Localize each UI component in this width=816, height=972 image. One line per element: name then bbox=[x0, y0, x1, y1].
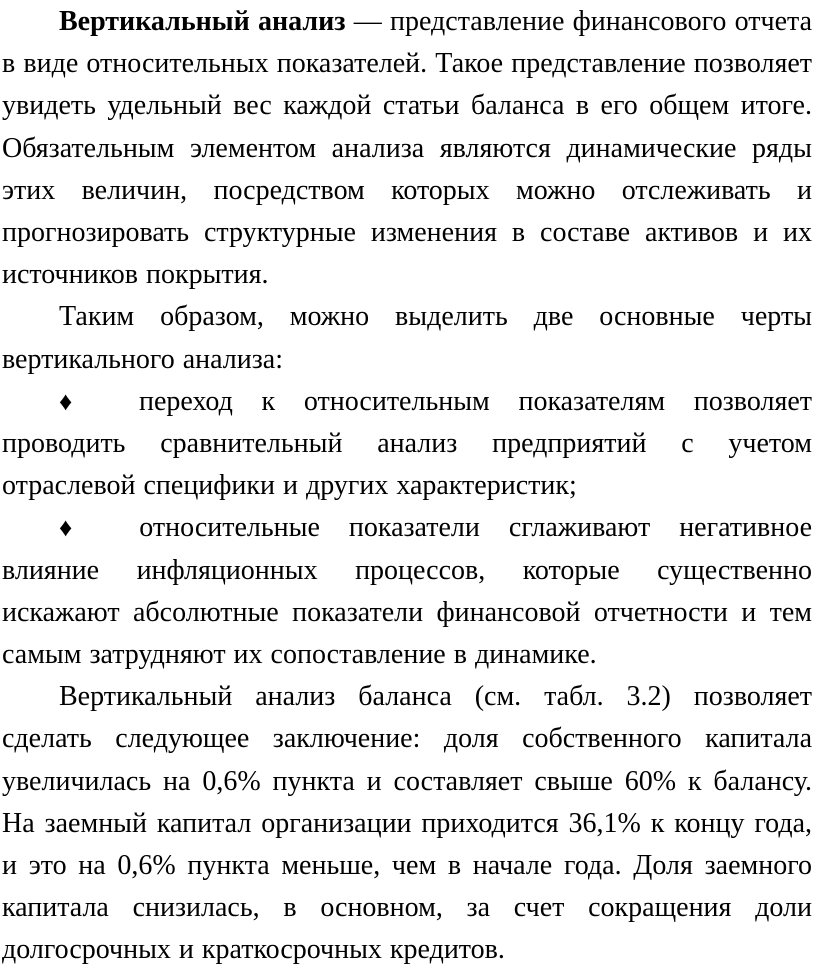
diamond-bullet-icon: ♦ bbox=[59, 386, 93, 416]
paragraph-text: переход к относительным показателям позволяет проводить сравнительный анализ предприятий с учетом отраслевой специфики и других характеристик; bbox=[2, 385, 812, 502]
diamond-bullet-icon: ♦ bbox=[59, 513, 94, 543]
paragraph-lead-bold: Вертикальный анализ bbox=[59, 6, 346, 37]
paragraph-intro bbox=[2, 1, 812, 296]
paragraph-bullet-2 bbox=[2, 507, 812, 676]
paragraph-text: Таким образом, можно выделить две основные черты вертикального анализа: bbox=[2, 301, 812, 375]
paragraph-text: — представление финансового отчета в виде относительных показателей. Такое представление позволяет увидеть удельный вес каждой статьи баланса в его общем итоге. Обязательным элементом анализа являются динамические ряды этих величин, посредством которых можно отслеживать и прогнозировать структурные изменения в составе активов и их источников покрытия. bbox=[2, 6, 812, 291]
paragraph-text: Вертикальный анализ баланса (см. табл. 3.2) позволяет сделать следующее заключение: доля собственного капитала увеличилась на 0,6% пункта и составляет свыше 60% к балансу. На заемный капитал организации приходится 36,1% к концу года, и это на 0,6% пункта меньше, чем в начале года. Доля заемного капитала снизилась, в основном, за счет сокращения доли долгосрочных и краткосрочных кредитов. bbox=[2, 681, 812, 966]
paragraph-two-features bbox=[2, 296, 812, 380]
paragraph-text: относительные показатели сглаживают негативное влияние инфляционных процессов, которые существенно искажают абсолютные показатели финансовой отчетности и тем самым затрудняют их сопоставление в динамике. bbox=[2, 512, 812, 671]
paragraph-bullet-1 bbox=[2, 381, 812, 508]
paragraph-conclusion bbox=[2, 676, 812, 971]
